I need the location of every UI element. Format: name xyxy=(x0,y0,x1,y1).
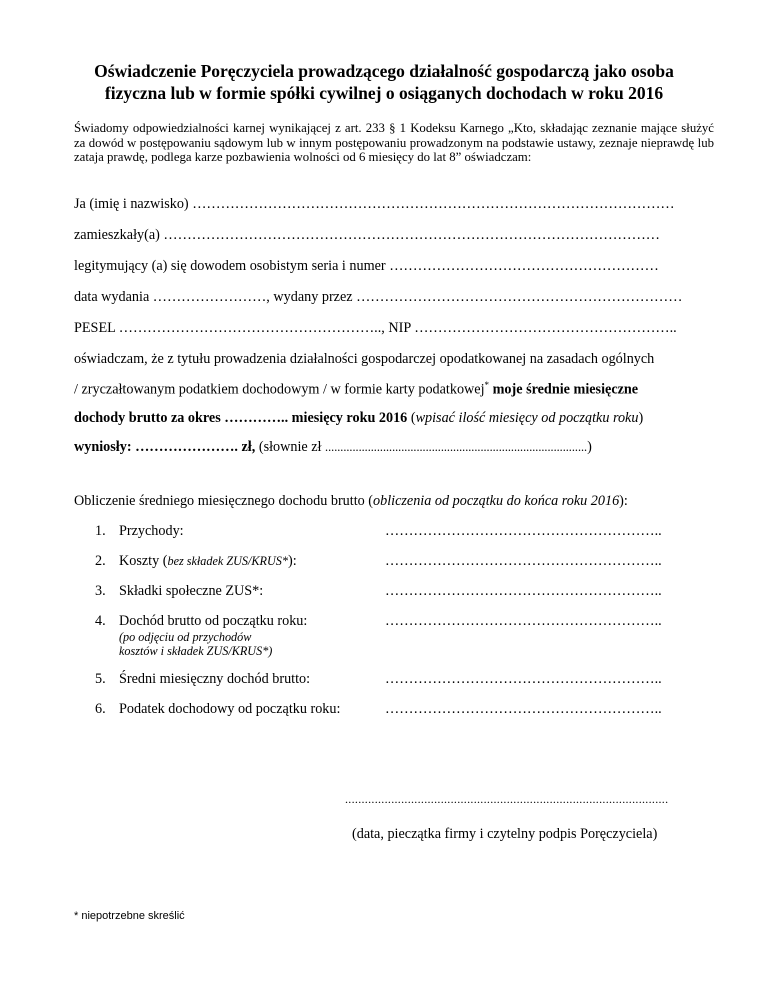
item-label-note: bez składek ZUS/KRUS* xyxy=(167,554,288,568)
declared-amount-row xyxy=(74,439,592,456)
paren-close: ) xyxy=(638,410,644,426)
calc-heading-close: ): xyxy=(619,493,628,509)
calc-dots-average: ………………………………………………….. xyxy=(385,671,662,687)
in-words-label: (słownie zł xyxy=(255,439,326,455)
pesel-nip-field: PESEL ……………………………………………….., NIP ……………………………………………….. xyxy=(74,320,677,336)
item-label: Koszty ( xyxy=(119,553,168,569)
title-line-2: fizyczna lub w formie spółki cywilnej o osiąganych dochodach w roku 2016 xyxy=(104,83,664,103)
signature-caption: (data, pieczątka firmy i czytelny podpis Poręczyciela) xyxy=(352,826,658,842)
amount-field-label: wyniosły: …………………. zł, xyxy=(74,439,256,455)
calc-dots-costs: ………………………………………………….. xyxy=(385,553,662,569)
calc-dots-revenue: ………………………………………………….. xyxy=(385,523,662,539)
id-document-field: legitymujący (a) się dowodem osobistym seria i numer ………………………………………………… xyxy=(74,258,659,274)
item-number: 6. xyxy=(95,701,106,717)
item-label: Składki społeczne ZUS*: xyxy=(119,583,264,599)
calc-item-gross-income xyxy=(95,613,307,658)
signature-line: .................................................................................................. xyxy=(345,792,669,806)
tax-form-text: / zryczałtowanym podatkiem dochodowym / w formie karty podatkowej xyxy=(74,381,485,398)
paren-open: ( xyxy=(407,410,416,426)
item-label: Podatek dochodowy od początku roku: xyxy=(119,701,341,717)
statement-line-1: oświadczam, że z tytułu prowadzenia działalności gospodarczej opodatkowanej na zasadach ogólnych xyxy=(74,351,655,367)
item-label: Przychody: xyxy=(119,523,184,539)
statement-line-3 xyxy=(74,410,643,427)
address-field: zamieszkały(a) …………………………………………………………………………………………… xyxy=(74,227,660,243)
title-line-1: Oświadczenie Poręczyciela prowadzącego działalność gospodarczą jako osoba xyxy=(94,61,674,81)
item-number: 5. xyxy=(95,671,106,687)
calc-item-costs xyxy=(95,553,297,570)
calc-item-income-tax xyxy=(95,701,340,718)
period-field: dochody brutto za okres ………….. miesięcy roku 2016 xyxy=(74,410,408,426)
calc-dots-social: ………………………………………………….. xyxy=(385,583,662,599)
calc-dots-gross: ………………………………………………….. xyxy=(385,613,662,629)
item-number: 4. xyxy=(95,613,106,629)
item-note-line-2: kosztów i składek ZUS/KRUS*) xyxy=(119,644,273,658)
footnote-marker: * xyxy=(484,380,490,390)
calculation-heading xyxy=(74,493,628,510)
footnote: * niepotrzebne skreślić xyxy=(74,910,185,922)
name-field: Ja (imię i nazwisko) ………………………………………………………………………………………… xyxy=(74,196,675,212)
calc-dots-tax: ………………………………………………….. xyxy=(385,701,662,717)
calc-item-average-income xyxy=(95,671,310,688)
item-label-end: ): xyxy=(287,553,297,569)
statement-line-2 xyxy=(74,380,638,399)
issue-field: data wydania ……………………, wydany przez …………………………………………………………… xyxy=(74,289,683,305)
in-words-close: ) xyxy=(587,439,592,455)
item-label: Średni miesięczny dochód brutto: xyxy=(119,671,311,687)
item-number: 1. xyxy=(95,523,106,539)
legal-statement: Świadomy odpowiedzialności karnej wynikającej z art. 233 § 1 Kodeksu Karnego „Kto, składając zeznanie mające służyć za dowód w postępowaniu sądowym lub w innym postępowaniu prowadzonym na podstawie ustawy, zeznaje nieprawdę lub zataja prawdę, podlega karze pozbawienia wolności od 6 miesięcy do lat 8” oświadczam: xyxy=(74,121,714,164)
item-number: 2. xyxy=(95,553,106,569)
item-number: 3. xyxy=(95,583,106,599)
item-label: Dochód brutto od początku roku: xyxy=(119,613,308,629)
calc-item-social-contributions xyxy=(95,583,263,600)
page-title xyxy=(60,60,708,104)
item-note-line-1: (po odjęciu od przychodów xyxy=(119,630,252,644)
income-heading: moje średnie miesięczne xyxy=(489,381,639,398)
period-hint: wpisać ilość miesięcy od początku roku xyxy=(415,410,639,426)
calc-heading-text: Obliczenie średniego miesięcznego dochodu brutto ( xyxy=(74,493,374,509)
calc-heading-note: obliczenia od początku do końca roku 2016 xyxy=(373,493,620,509)
calc-item-revenue xyxy=(95,523,184,540)
in-words-field: ...................................................................................... xyxy=(325,440,588,454)
